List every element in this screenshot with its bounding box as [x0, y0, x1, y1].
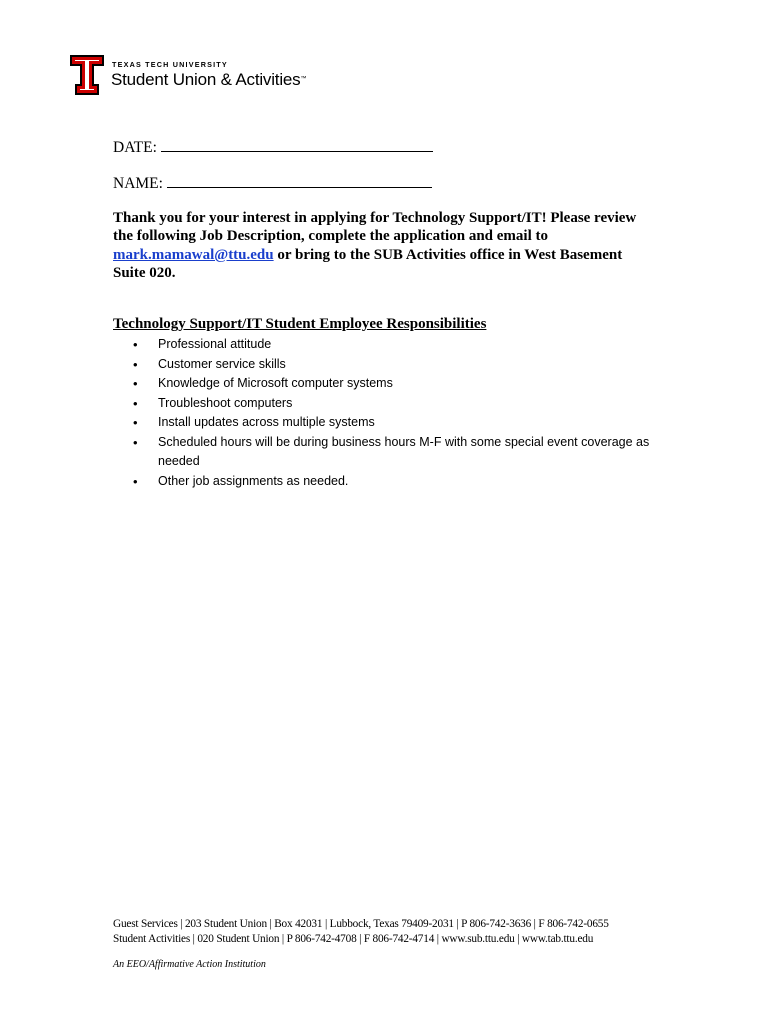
logo-unit-name: Student Union & Activities™ [111, 70, 307, 89]
eeo-statement: An EEO/Affirmative Action Institution [113, 959, 266, 970]
date-field [113, 137, 433, 157]
list-item: • Scheduled hours will be during business hours M-F with some special event coverage as needed [113, 433, 658, 472]
tt-logo [70, 53, 310, 97]
list-item: • Install updates across multiple systems [113, 413, 658, 433]
list-item: • Professional attitude [113, 335, 658, 355]
name-blank-line[interactable] [167, 173, 432, 188]
intro-text-before: Thank you for your interest in applying for Technology Support/IT! Please review the following Job Description, complete the application and email to [113, 210, 637, 245]
footer-guest-services: Guest Services | 203 Student Union | Box 42031 | Lubbock, Texas 79409-2031 | P 806-742-3636 | F 806-742-0655 [113, 918, 609, 930]
responsibilities-title: Technology Support/IT Student Employee Responsibilities [113, 316, 487, 332]
list-item: • Customer service skills [113, 355, 658, 375]
name-label: NAME: [113, 175, 163, 192]
intro-text-after: or bring to the SUB Activities office in West Basement Suite 020. [113, 246, 623, 281]
name-field [113, 173, 432, 193]
responsibilities-list [113, 335, 658, 491]
date-blank-line[interactable] [161, 137, 433, 152]
intro-paragraph [113, 209, 658, 282]
footer-student-activities: Student Activities | 020 Student Union | P 806-742-4708 | F 806-742-4714 | www.sub.ttu.edu | www.tab.ttu.edu [113, 933, 594, 945]
date-label: DATE: [113, 139, 157, 156]
double-t-logo-icon [70, 53, 104, 97]
email-link[interactable]: mark.mamawal@ttu.edu [113, 246, 274, 263]
footer-contact [113, 917, 609, 947]
list-item: • Knowledge of Microsoft computer systems [113, 374, 658, 394]
logo-university-name: TEXAS TECH UNIVERSITY [112, 60, 228, 69]
list-item: • Troubleshoot computers [113, 394, 658, 414]
trademark-mark: ™ [300, 76, 307, 82]
list-item: • Other job assignments as needed. [113, 472, 658, 492]
